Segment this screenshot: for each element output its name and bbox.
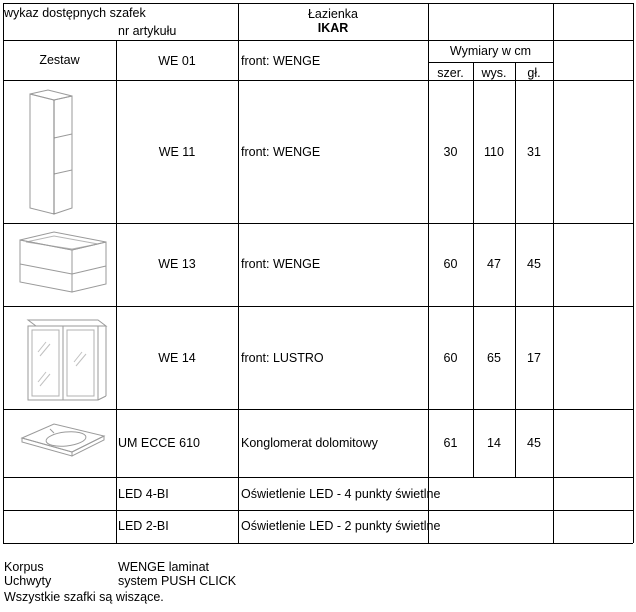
depth-value: 17	[527, 351, 541, 365]
article-code: WE 13	[158, 257, 196, 271]
article-number-header: nr artykułu	[118, 24, 177, 38]
article-description: front: WENGE	[241, 257, 321, 271]
article-code: UM ECCE 610	[118, 436, 200, 450]
article-code: WE 14	[158, 351, 196, 365]
depth-value: 45	[527, 436, 541, 450]
mirror-cabinet-icon	[14, 312, 110, 404]
width-value: 61	[443, 436, 458, 450]
body-value: WENGE laminat	[118, 560, 209, 574]
height-value: 14	[487, 436, 501, 450]
width-value: 60	[443, 257, 458, 271]
article-description: front: WENGE	[241, 54, 321, 68]
height-value: 65	[487, 351, 501, 365]
width-value: 30	[443, 145, 458, 159]
set-header: Zestaw	[39, 53, 80, 67]
tall-cabinet-icon	[20, 88, 90, 218]
article-description: Konglomerat dolomitowy	[241, 436, 378, 450]
depth-header: gł.	[527, 66, 541, 80]
article-description: front: LUSTRO	[241, 351, 324, 365]
height-header: wys.	[481, 66, 507, 80]
width-value: 60	[443, 351, 458, 365]
height-value: 47	[487, 257, 501, 271]
article-code: LED 2-BI	[118, 519, 169, 533]
width-header: szer.	[437, 66, 464, 80]
article-description: front: WENGE	[241, 145, 321, 159]
handles-label: Uchwyty	[4, 574, 52, 588]
article-code: WE 11	[158, 145, 196, 159]
list-title: wykaz dostępnych szafek	[4, 6, 146, 20]
depth-value: 45	[527, 257, 541, 271]
footer-note: Wszystkie szafki są wiszące.	[4, 590, 164, 604]
vanity-drawer-icon	[14, 228, 110, 300]
series-title: IKAR	[317, 21, 349, 35]
dimensions-header: Wymiary w cm	[449, 44, 532, 58]
article-description: Oświetlenie LED - 2 punkty świetlne	[241, 519, 441, 533]
room-title: Łazienka	[307, 7, 359, 21]
washbasin-icon	[14, 416, 110, 466]
handles-value: system PUSH CLICK	[118, 574, 237, 588]
article-code: WE 01	[158, 54, 196, 68]
height-value: 110	[484, 145, 504, 159]
body-label: Korpus	[4, 560, 44, 574]
article-code: LED 4-BI	[118, 487, 169, 501]
article-description: Oświetlenie LED - 4 punkty świetlne	[241, 487, 441, 501]
depth-value: 31	[527, 145, 541, 159]
